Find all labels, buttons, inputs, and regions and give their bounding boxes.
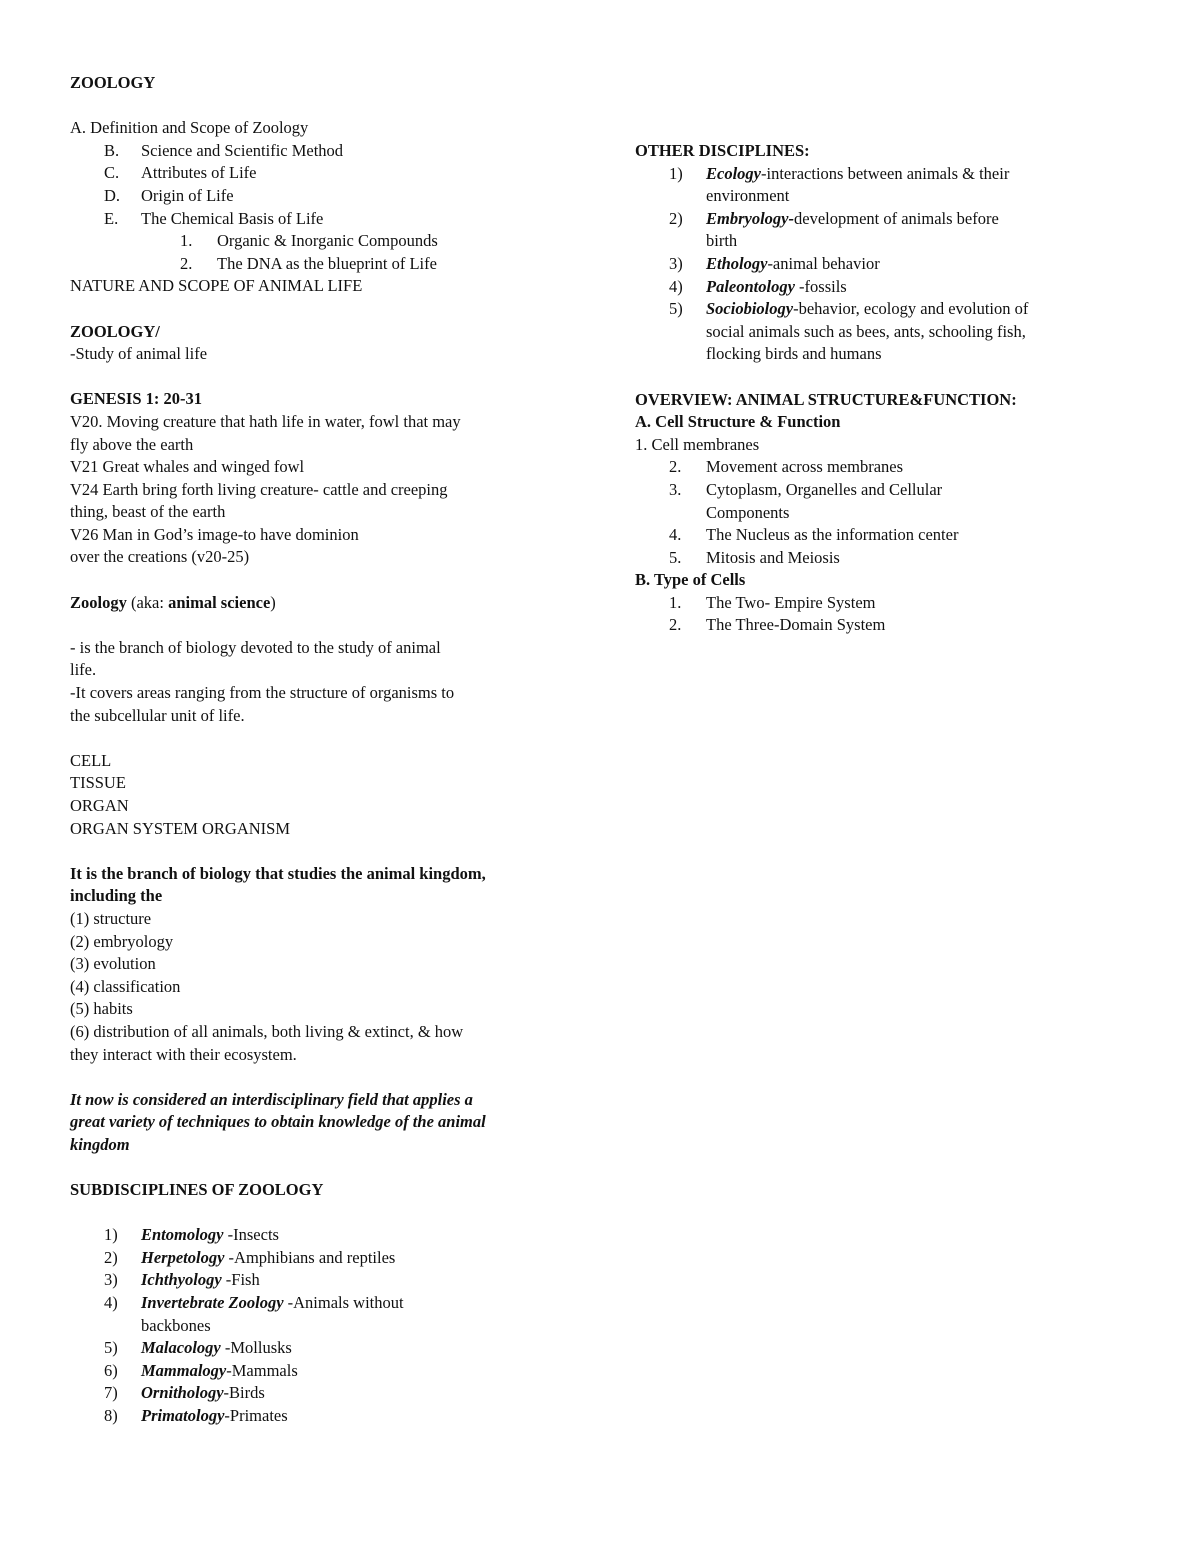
other-discipline-item-text	[706, 163, 1009, 186]
other-discipline-item-text	[706, 185, 789, 208]
other-discipline-item-term: Ethology	[706, 253, 768, 273]
genesis-line: over the creations (v20-25)	[70, 547, 250, 567]
subdiscipline-item	[70, 1247, 570, 1270]
subdiscipline-item	[70, 1337, 570, 1360]
other-discipline-item-term: Embryology-	[706, 208, 794, 228]
overview-heading: OVERVIEW: ANIMAL STRUCTURE&FUNCTION:	[635, 389, 1017, 409]
other-discipline-item-text	[706, 276, 847, 299]
cell-item-text: The Nucleus as the information center	[706, 525, 959, 545]
outline-mark: 2.	[180, 253, 193, 273]
outline-mark: E.	[104, 208, 119, 228]
type-of-cells-heading: B. Type of Cells	[635, 570, 746, 590]
studies-item: (5) habits	[70, 999, 133, 1019]
cell-type-item-number: 1.	[669, 592, 682, 612]
genesis-line: fly above the earth	[70, 434, 194, 454]
cell-type-item-text: The Two- Empire System	[706, 592, 876, 612]
interdisciplinary-line: It now is considered an interdisciplinary field that applies a	[70, 1089, 473, 1109]
other-discipline-item	[635, 276, 1105, 299]
subdiscipline-item-text	[141, 1224, 279, 1247]
outline-item-e	[70, 208, 570, 231]
other-discipline-item-number	[669, 321, 706, 344]
other-discipline-item-text	[706, 298, 1028, 321]
other-discipline-item-text	[706, 208, 999, 231]
level-item: CELL	[70, 750, 112, 770]
subdiscipline-item-term: Ichthyology	[141, 1270, 222, 1290]
aka-mid: (aka:	[126, 592, 169, 612]
other-discipline-item-text	[706, 253, 880, 276]
other-discipline-item-number: 2)	[669, 208, 683, 228]
cell-item-text: Movement across membranes	[706, 457, 904, 477]
other-discipline-item-description: -interactions between animals & their	[761, 163, 1010, 183]
subdiscipline-item-term: Entomology	[141, 1225, 224, 1245]
cell-item	[635, 456, 1105, 479]
subdiscipline-item-term: Herpetology	[141, 1247, 225, 1267]
cell-item-number	[669, 502, 706, 525]
genesis-heading: GENESIS 1: 20-31	[70, 389, 203, 409]
outline-item-c	[70, 162, 570, 185]
other-discipline-item-number	[669, 230, 706, 253]
subdiscipline-item-text	[141, 1269, 260, 1292]
subdiscipline-item-description: -Mollusks	[220, 1338, 292, 1358]
other-discipline-item-term: Ecology	[706, 163, 761, 183]
outline-item-b	[70, 140, 570, 163]
subdiscipline-item	[70, 1269, 570, 1292]
other-discipline-item	[635, 208, 1105, 231]
subdisciplines-list	[70, 1224, 570, 1427]
branch-line: life.	[70, 660, 97, 680]
cell-item-number: 3.	[669, 479, 682, 499]
outline-text: Origin of Life	[141, 185, 234, 205]
studies-heading: including the	[70, 886, 163, 906]
subdiscipline-item-number: 8)	[104, 1406, 118, 1426]
subdiscipline-item-term: Malacology	[141, 1338, 221, 1358]
cell-type-item	[635, 592, 1105, 615]
subdisciplines-heading: SUBDISCIPLINES OF ZOOLOGY	[70, 1180, 324, 1200]
studies-item: (2) embryology	[70, 931, 174, 951]
subdiscipline-item	[70, 1292, 570, 1315]
cell-type-item-number: 2.	[669, 615, 682, 635]
outline-sub-item	[70, 230, 570, 253]
outline-mark: 1.	[180, 231, 193, 251]
other-discipline-item-term: Paleontology	[706, 276, 795, 296]
other-discipline-item-description: development of animals before	[794, 208, 999, 228]
subdiscipline-item-description: -Birds	[223, 1383, 265, 1403]
other-discipline-item-description: flocking birds and humans	[706, 344, 882, 364]
subdiscipline-item-description: -Fish	[221, 1270, 260, 1290]
subdiscipline-item-text	[141, 1405, 288, 1428]
branch-line: -It covers areas ranging from the structure of organisms to	[70, 683, 455, 703]
other-discipline-item-text	[706, 230, 737, 253]
level-item: ORGAN SYSTEM ORGANISM	[70, 818, 291, 838]
cell-item-text: Cytoplasm, Organelles and Cellular	[706, 479, 943, 499]
interdisciplinary-line: great variety of techniques to obtain knowledge of the animal	[70, 1112, 486, 1132]
subdiscipline-item-number: 5)	[104, 1338, 118, 1358]
outline-sub-item	[70, 253, 570, 276]
subdiscipline-item	[70, 1224, 570, 1247]
outline-text: Science and Scientific Method	[141, 140, 344, 160]
studies-item: (6) distribution of all animals, both living & extinct, & how	[70, 1021, 464, 1041]
aka-line	[70, 592, 570, 615]
other-discipline-item-description: social animals such as bees, ants, schooling fish,	[706, 321, 1026, 341]
subdiscipline-item-number: 3)	[104, 1270, 118, 1290]
cell-item-text: Mitosis and Meiosis	[706, 547, 840, 567]
subdiscipline-item-description: backbones	[141, 1315, 211, 1335]
level-item: TISSUE	[70, 773, 126, 793]
other-discipline-item	[635, 298, 1105, 321]
subdiscipline-item-number: 7)	[104, 1383, 118, 1403]
genesis-line: V21 Great whales and winged fowl	[70, 457, 305, 477]
other-discipline-item	[635, 343, 1105, 366]
subdiscipline-item	[70, 1405, 570, 1428]
cell-item	[635, 547, 1105, 570]
studies-heading: It is the branch of biology that studies the animal kingdom,	[70, 863, 486, 883]
subdiscipline-item-number	[104, 1315, 141, 1338]
outline-item-a: A. Definition and Scope of Zoology	[70, 118, 309, 138]
subdiscipline-item-term: Invertebrate Zoology	[141, 1293, 284, 1313]
left-column	[70, 72, 570, 1428]
subdiscipline-item-description: -Amphibians and reptiles	[224, 1247, 396, 1267]
subdiscipline-item-description: -Animals without	[283, 1293, 404, 1313]
aka-end: )	[270, 592, 276, 612]
subdiscipline-item-text	[141, 1247, 395, 1270]
outline-item-d	[70, 185, 570, 208]
other-disciplines-heading: OTHER DISCIPLINES:	[635, 141, 810, 160]
subdiscipline-item	[70, 1382, 570, 1405]
other-discipline-item-text	[706, 321, 1026, 344]
outline-text: The DNA as the blueprint of Life	[217, 253, 437, 273]
cell-structure-heading: A. Cell Structure & Function	[635, 412, 841, 432]
studies-item: they interact with their ecosystem.	[70, 1044, 297, 1064]
genesis-line: V20. Moving creature that hath life in water, fowl that may	[70, 411, 461, 431]
other-discipline-item-description: -animal behavior	[767, 253, 880, 273]
cell-type-item	[635, 614, 1105, 637]
subdiscipline-item-number: 1)	[104, 1225, 118, 1245]
subdiscipline-item-text	[141, 1382, 265, 1405]
subdiscipline-item-number: 6)	[104, 1360, 118, 1380]
subdiscipline-item-term: Mammalogy	[141, 1360, 227, 1380]
other-discipline-item-number	[669, 343, 706, 366]
outline-text: The Chemical Basis of Life	[141, 208, 324, 228]
cell-list	[635, 456, 1105, 569]
genesis-line: V26 Man in God’s image-to have dominion	[70, 524, 359, 544]
right-column	[635, 140, 1105, 637]
other-discipline-item-number	[669, 185, 706, 208]
zoology-definition: -Study of animal life	[70, 344, 208, 364]
cell-item-number: 2.	[669, 457, 682, 477]
subdiscipline-item-term: Primatology	[141, 1406, 225, 1426]
cell-item	[635, 502, 1105, 525]
cell-type-item-text: The Three-Domain System	[706, 615, 886, 635]
other-discipline-item-description: environment	[706, 186, 790, 206]
other-discipline-item-number: 5)	[669, 299, 683, 319]
other-discipline-item-number: 3)	[669, 253, 683, 273]
subdiscipline-item-text	[141, 1292, 404, 1315]
studies-item: (1) structure	[70, 908, 152, 928]
subdiscipline-item-number: 4)	[104, 1293, 118, 1313]
type-list	[635, 592, 1105, 637]
subdiscipline-item-description: -Mammals	[226, 1360, 298, 1380]
other-discipline-item-description: -fossils	[794, 276, 847, 296]
other-discipline-item	[635, 185, 1105, 208]
subdiscipline-item-number: 2)	[104, 1247, 118, 1267]
other-discipline-item-number: 1)	[669, 163, 683, 183]
other-discipline-item-text	[706, 343, 882, 366]
nature-heading: NATURE AND SCOPE OF ANIMAL LIFE	[70, 276, 363, 296]
outline-text: Organic & Inorganic Compounds	[217, 231, 438, 251]
branch-line: the subcellular unit of life.	[70, 705, 245, 725]
studies-item: (4) classification	[70, 976, 181, 996]
branch-line: - is the branch of biology devoted to the study of animal	[70, 637, 441, 657]
cell-item	[635, 479, 1105, 502]
other-discipline-item-term: Sociobiology	[706, 299, 794, 319]
subdiscipline-item	[70, 1315, 570, 1338]
zoology-definition-heading: ZOOLOGY/	[70, 321, 160, 341]
studies-item: (3) evolution	[70, 954, 156, 974]
cell-item-number: 4.	[669, 525, 682, 545]
other-discipline-item	[635, 230, 1105, 253]
subdiscipline-item-description: -Primates	[224, 1406, 288, 1426]
genesis-line: thing, beast of the earth	[70, 502, 226, 522]
cell-item	[635, 524, 1105, 547]
document-title: ZOOLOGY	[70, 73, 156, 92]
other-discipline-item-description: -behavior, ecology and evolution of	[793, 299, 1029, 319]
subdiscipline-item	[70, 1360, 570, 1383]
subdiscipline-item-text	[141, 1337, 292, 1360]
subdiscipline-item-text	[141, 1360, 298, 1383]
cell-item: 1. Cell membranes	[635, 434, 760, 454]
other-discipline-item	[635, 321, 1105, 344]
other-discipline-item-number: 4)	[669, 276, 683, 296]
aka-bold: animal science	[168, 592, 271, 612]
subdiscipline-item-text	[141, 1315, 211, 1338]
outline-mark: C.	[104, 163, 120, 183]
interdisciplinary-line: kingdom	[70, 1134, 130, 1154]
outline-mark: D.	[104, 185, 121, 205]
cell-item-text: Components	[706, 502, 790, 522]
genesis-line: V24 Earth bring forth living creature- cattle and creeping	[70, 479, 448, 499]
other-discipline-item-description: birth	[706, 231, 738, 251]
other-discipline-item	[635, 253, 1105, 276]
level-item: ORGAN	[70, 796, 129, 815]
aka-term: Zoology	[70, 592, 127, 612]
cell-item-number: 5.	[669, 547, 682, 567]
outline-mark: B.	[104, 140, 120, 160]
other-disciplines-list	[635, 163, 1105, 366]
outline-text: Attributes of Life	[141, 163, 257, 183]
other-discipline-item	[635, 163, 1105, 186]
subdiscipline-item-term: Ornithology	[141, 1383, 224, 1403]
subdiscipline-item-description: -Insects	[223, 1225, 279, 1245]
